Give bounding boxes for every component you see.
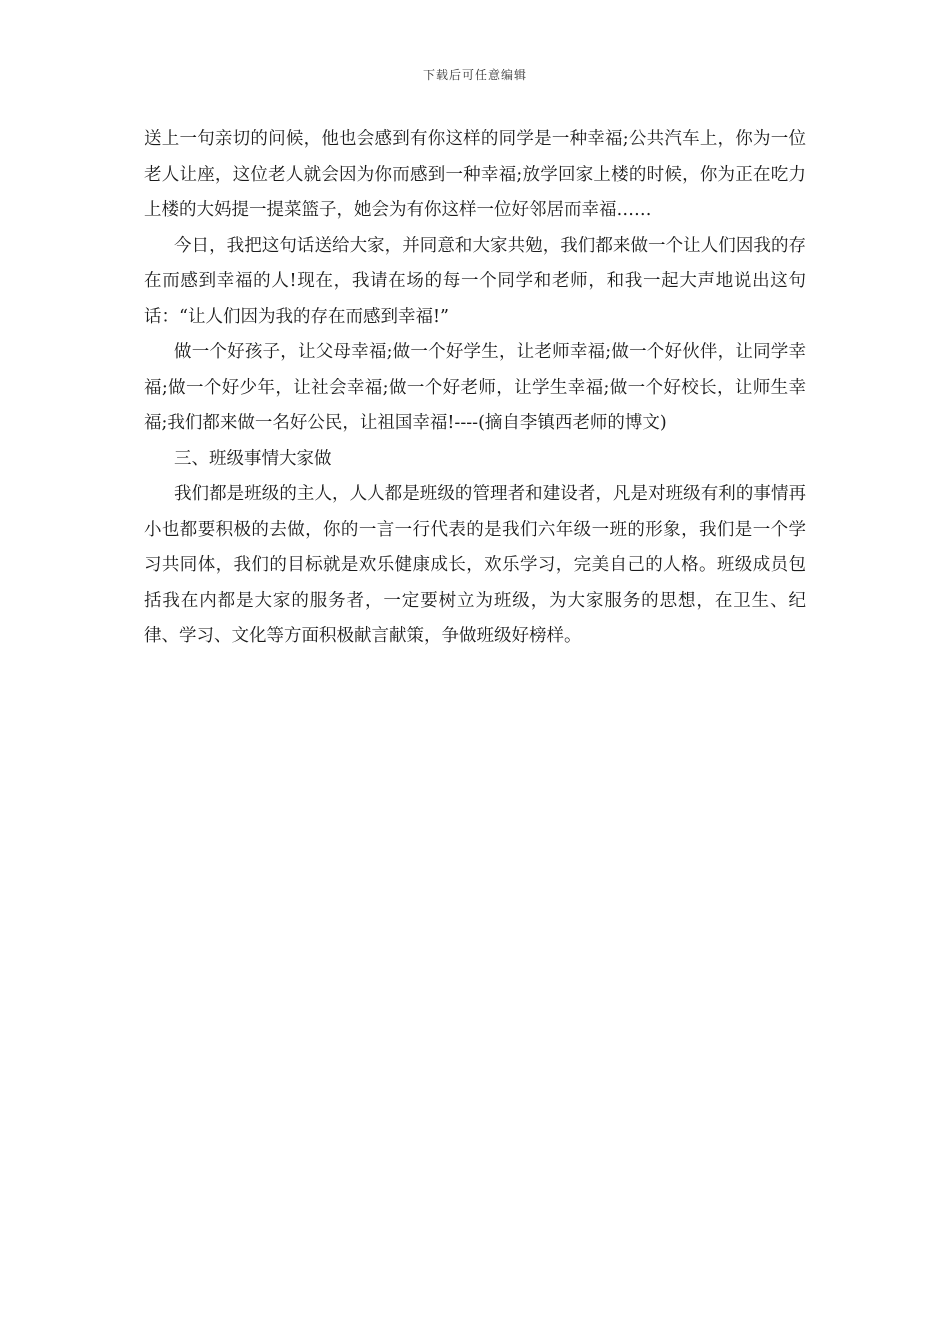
paragraph-shared-wish: 今日，我把这句话送给大家，并同意和大家共勉，我们都来做一个让人们因我的存在而感到幸福的人!现在，我请在场的每一个同学和老师，和我一起大声地说出这句话：“让人们因为我的存在而感到幸福!” — [144, 235, 806, 327]
section-heading: 三、班级事情大家做 — [174, 448, 332, 469]
paragraph-be-good: 做一个好孩子，让父母幸福;做一个好学生，让老师幸福;做一个好伙伴，让同学幸福;做一个好少年，让社会幸福;做一个好老师，让学生幸福;做一个好校长，让师生幸福;我们都来做一名好公民，让祖国幸福!----(摘自李镇西老师的博文) — [144, 342, 806, 433]
document-body — [144, 122, 806, 655]
header-note: 下载后可任意编辑 — [422, 68, 527, 82]
paragraph-class-matters: 我们都是班级的主人，人人都是班级的管理者和建设者，凡是对班级有利的事情再小也都要积极的去做，你的一言一行代表的是我们六年级一班的形象，我们是一个学习共同体，我们的目标就是欢乐健康成长，欢乐学习，完美自己的人格。班级成员包括我在内都是大家的服务者，一定要树立为班级，为大家服务的思想，在卫生、纪律、学习、文化等方面积极献言献策，争做班级好榜样。 — [144, 484, 806, 646]
paragraph-continuation: 送上一句亲切的问候，他也会感到有你这样的同学是一种幸福;公共汽车上，你为一位老人让座，这位老人就会因为你而感到一种幸福;放学回家上楼的时候，你为正在吃力上楼的大妈提一提菜篮子，她会为有你这样一位好邻居而幸福…… — [144, 129, 806, 220]
